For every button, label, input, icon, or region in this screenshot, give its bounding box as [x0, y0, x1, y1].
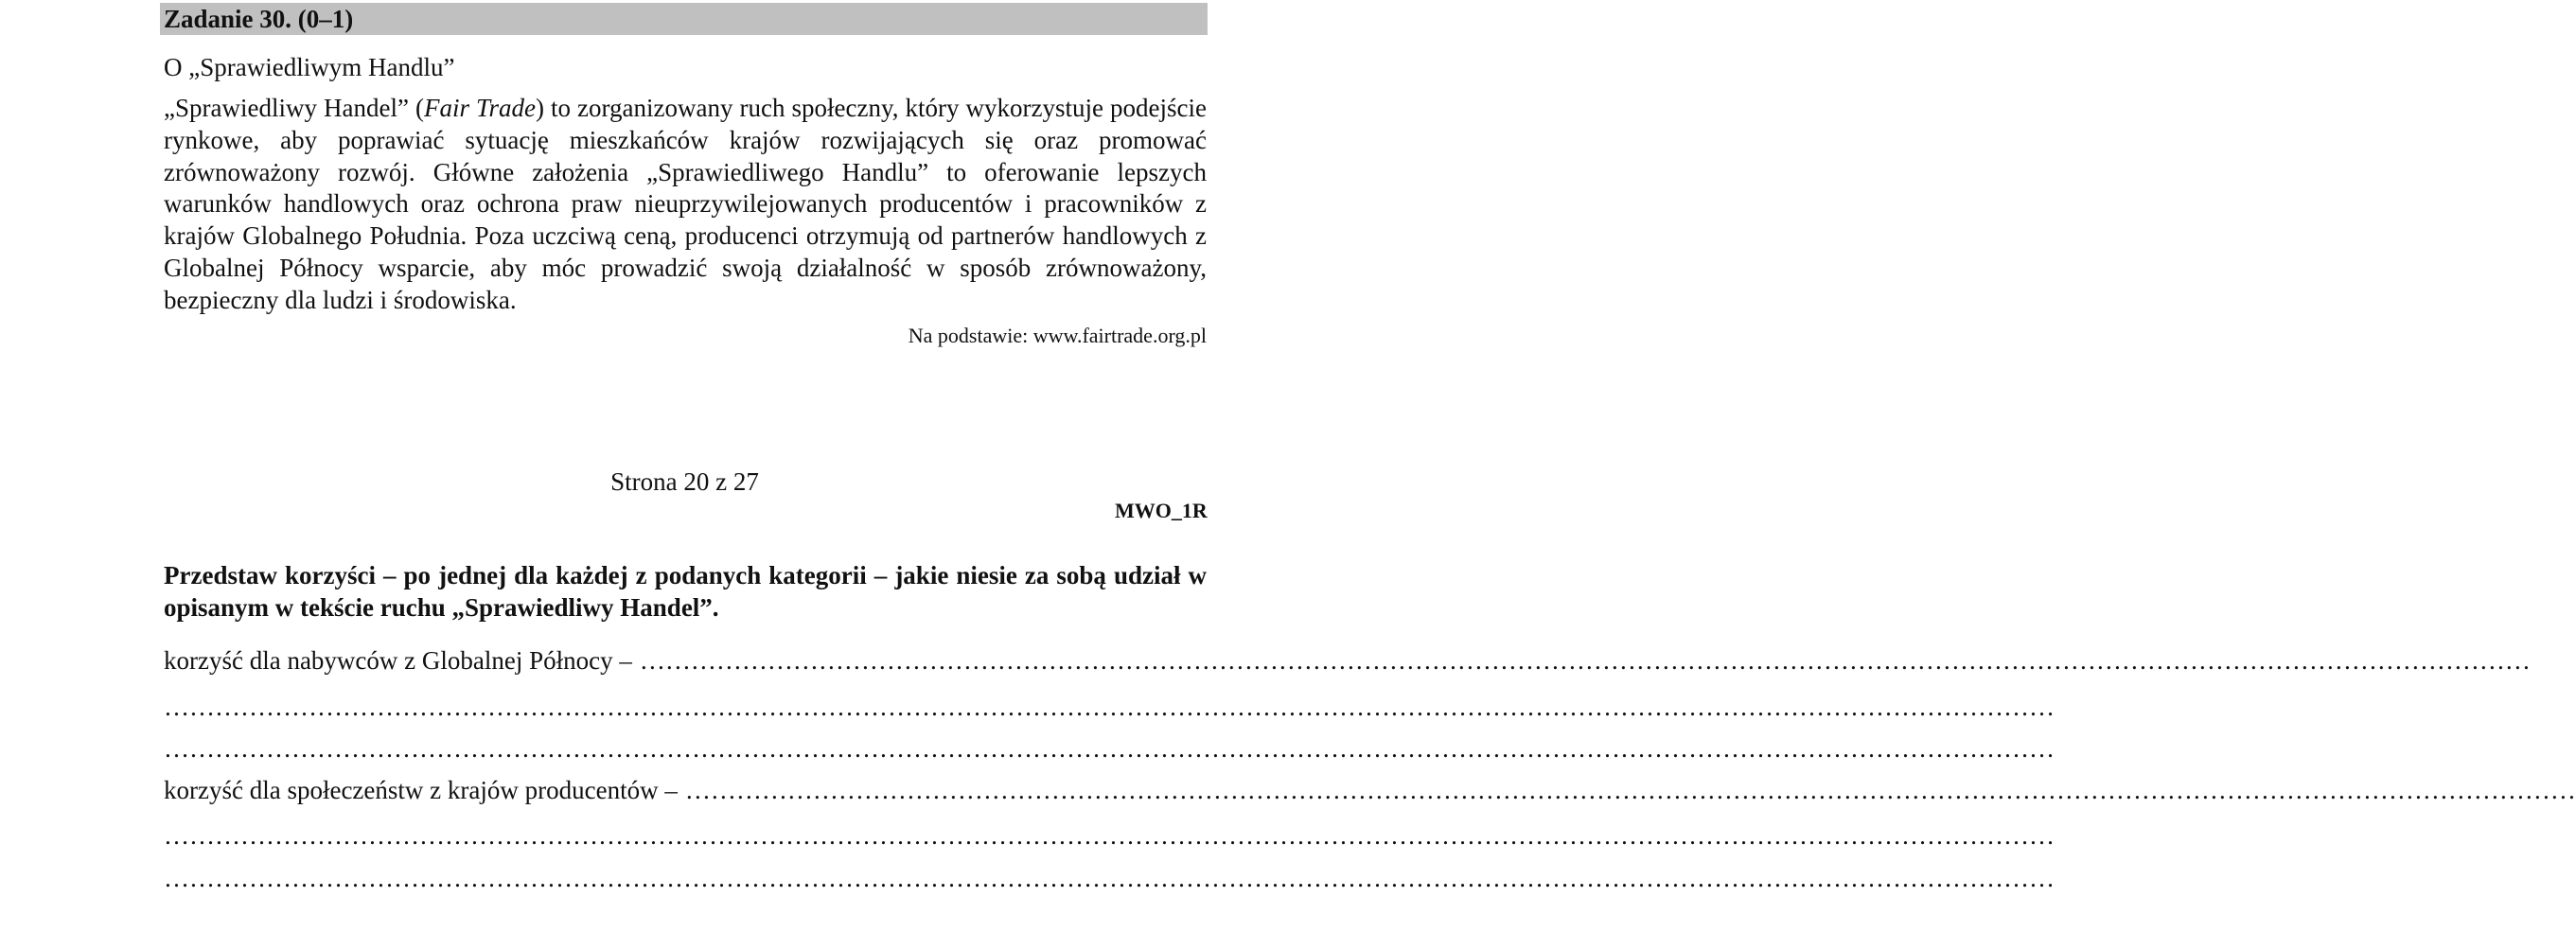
answer-dots: …………………………………………………………………………………………………………………………………………………………………………………………………… — [639, 646, 2531, 675]
exam-code-text: MWO_1R — [1115, 499, 1208, 522]
answer-dots: …………………………………………………………………………………………………………………………………………………………………………………………………… — [684, 776, 2576, 804]
answer-line-north-3[interactable] — [164, 730, 2055, 765]
answer-line-north[interactable] — [164, 642, 2531, 677]
source-text — [164, 93, 1207, 317]
source-text-part-1: „Sprawiedliwy Handel” ( — [164, 94, 424, 122]
task-title: Zadanie 30. (0–1) — [164, 5, 354, 33]
answer-dots: …………………………………………………………………………………………………………………………………………………………………………………………………… — [164, 734, 2055, 763]
answer-dots: …………………………………………………………………………………………………………………………………………………………………………………………………… — [164, 821, 2055, 850]
answer-label-north: korzyść dla nabywców z Globalnej Północy – — [164, 646, 632, 675]
task-header — [160, 3, 1208, 35]
page-number: Strona 20 z 27 — [610, 467, 759, 496]
question-prompt: Przedstaw korzyści – po jednej dla każdej z podanych kategorii – jakie niesie za sobą udział w opisanym w tekście ruchu „Sprawiedliwy Handel”. — [164, 561, 1207, 622]
text-title: O „Sprawiedliwym Handlu” — [164, 53, 455, 81]
answer-dots: …………………………………………………………………………………………………………………………………………………………………………………………………… — [164, 693, 2055, 721]
answer-line-producers[interactable] — [164, 772, 2576, 806]
answer-dots: …………………………………………………………………………………………………………………………………………………………………………………………………… — [164, 864, 2055, 892]
answer-label-producers: korzyść dla społeczeństw z krajów producentów – — [164, 776, 678, 804]
fair-trade-term: Fair Trade — [423, 94, 537, 122]
answer-line-producers-3[interactable] — [164, 860, 2055, 894]
answer-line-producers-2[interactable] — [164, 818, 2055, 852]
answer-line-north-2[interactable] — [164, 689, 2055, 723]
source-text-part-2: ) to zorganizowany ruch społeczny, który wykorzystuje podejście rynkowe, aby poprawiać sytuację mieszkańców krajów rozwijających się oraz promować zrównoważony rozwój. Główne założenia „Sprawiedliwego Handlu” to oferowanie lepszych warunków handlowych oraz ochrona praw nieuprzywilejowanych producentów i pracowników z krajów Globalnego Południa. Poza uczciwą ceną, producenci otrzymują od partnerów handlowych z Globalnej Północy wsparcie, aby móc prowadzić swoją działalność w sposób zrównoważony, bezpieczny dla ludzi i środowiska. — [164, 94, 1207, 314]
source-citation: Na podstawie: www.fairtrade.org.pl — [908, 324, 1207, 347]
exam-code — [1107, 496, 1221, 522]
